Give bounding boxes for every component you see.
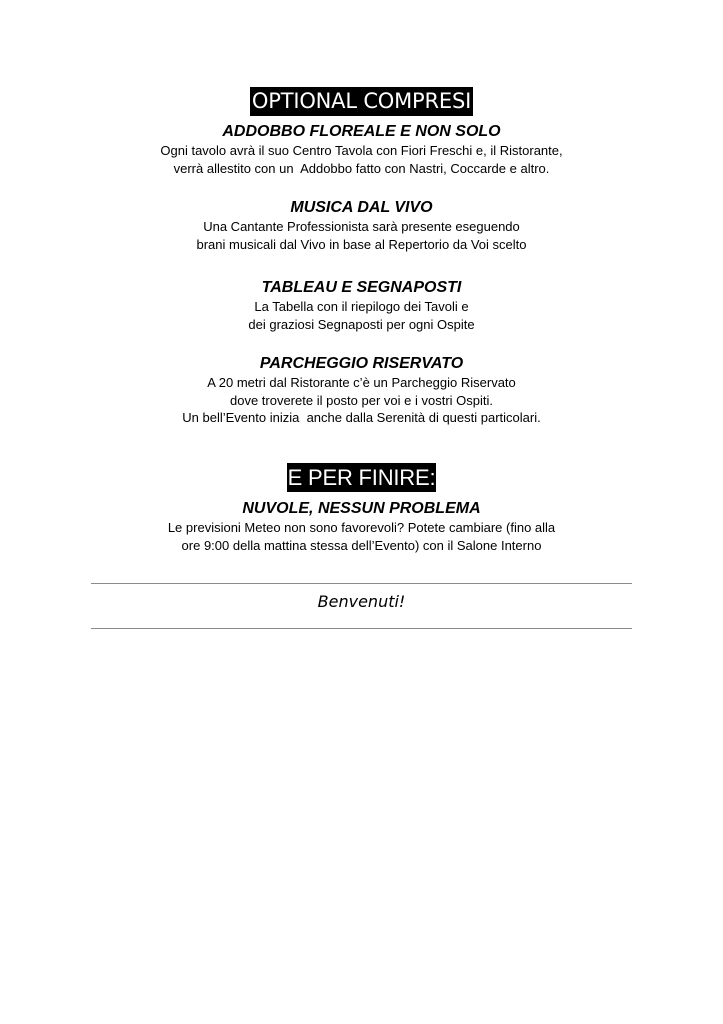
section-text-line: Ogni tavolo avrà il suo Centro Tavola con Fiori Freschi e, il Ristorante, (160, 143, 563, 158)
section-text-line: Una Cantante Professionista sarà presente eseguendo (203, 219, 520, 234)
finire-banner-row (0, 463, 723, 492)
welcome-row (0, 592, 723, 612)
section-heading: NUVOLE, NESSUN PROBLEMA (242, 500, 481, 517)
section-text-line: dei graziosi Segnaposti per ogni Ospite (248, 316, 475, 332)
section-musica (0, 198, 723, 253)
section-text-line: Le previsioni Meteo non sono favorevoli? Potete cambiare (fino alla (167, 520, 556, 535)
section-text-line: A 20 metri dal Ristorante c’è un Parcheggio Riservato (207, 375, 516, 390)
bottom-divider (91, 628, 632, 629)
section-text-line: La Tabella con il riepilogo dei Tavoli e (254, 299, 469, 314)
section-text-line: brani musicali dal Vivo in base al Repertorio da Voi scelto (196, 236, 527, 252)
section-parcheggio (0, 354, 723, 427)
section-text-line: ore 9:00 della mattina stessa dell’Evento) con il Salone Interno (181, 537, 542, 553)
section-text-line: dove troverete il posto per voi e i vostri Ospiti. (229, 392, 493, 408)
section-heading: PARCHEGGIO RISERVATO (259, 355, 464, 372)
section-text-line: verrà allestito con un Addobbo fatto con Nastri, Coccarde e altro. (173, 160, 550, 176)
section-tableau (0, 278, 723, 333)
section-heading: ADDOBBO FLOREALE E NON SOLO (222, 123, 501, 140)
welcome-text: Benvenuti! (317, 592, 406, 611)
section-heading: MUSICA DAL VIVO (290, 199, 433, 216)
optional-banner: OPTIONAL COMPRESI (250, 87, 473, 116)
section-heading: TABLEAU E SEGNAPOSTI (261, 279, 462, 296)
top-divider (91, 583, 632, 584)
optional-banner-row (0, 87, 723, 116)
section-nuvole (0, 499, 723, 554)
section-text-line: Un bell’Evento inizia anche dalla Serenità di questi particolari. (182, 410, 541, 425)
section-addobbo (0, 122, 723, 177)
finire-banner: E PER FINIRE: (287, 465, 436, 490)
